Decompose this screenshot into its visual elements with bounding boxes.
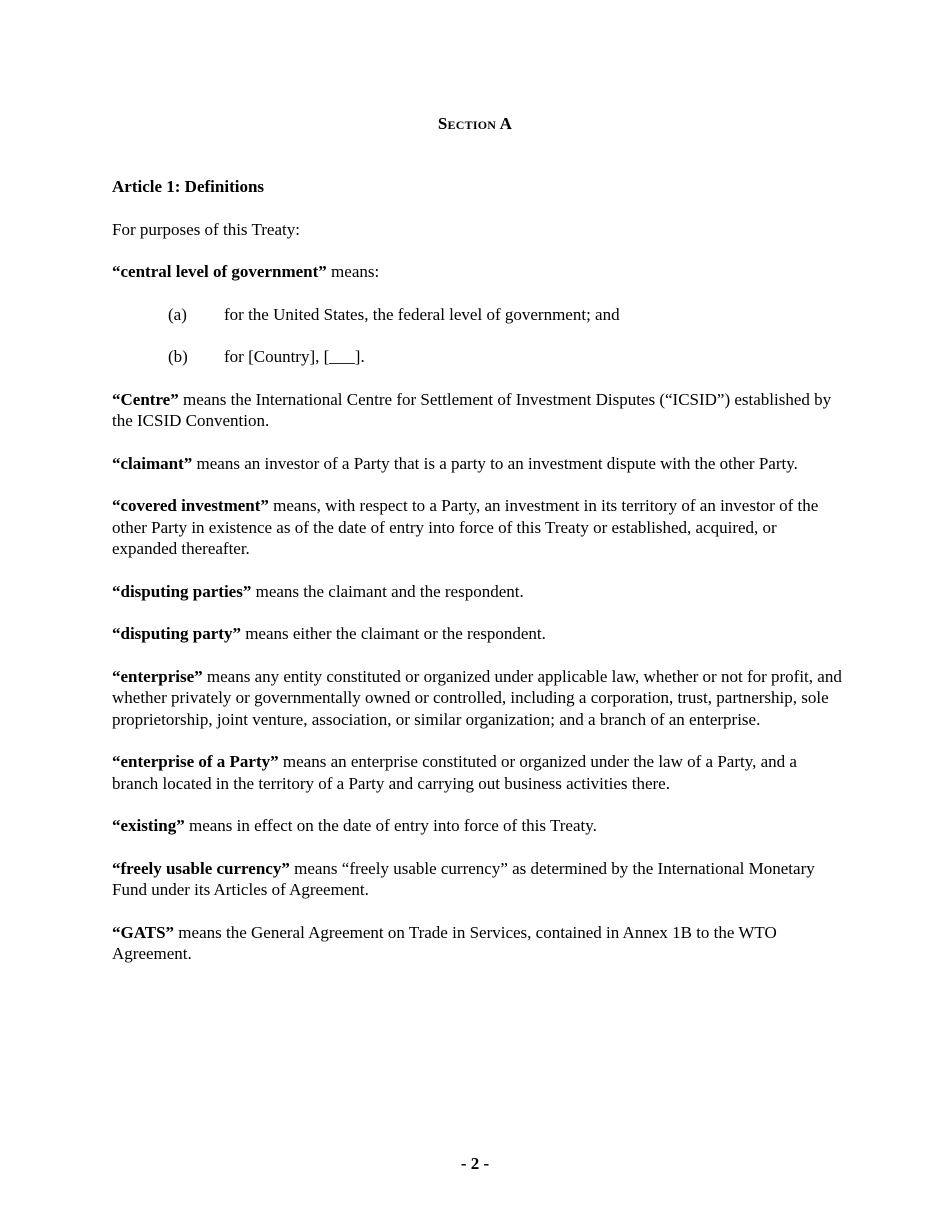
definition-enterprise-of-party bbox=[112, 751, 842, 794]
definition-term: “existing” bbox=[112, 816, 185, 835]
definition-text: means: bbox=[326, 262, 380, 281]
section-heading: Section A bbox=[437, 114, 513, 133]
definition-covered-investment bbox=[112, 495, 842, 560]
definition-freely-usable-currency bbox=[112, 858, 842, 901]
definition-text: means in effect on the date of entry into force of this Treaty. bbox=[184, 816, 597, 835]
sub-item-label: (b) bbox=[168, 347, 188, 366]
definition-text: means either the claimant or the respondent. bbox=[240, 624, 546, 643]
definition-gats bbox=[112, 922, 842, 965]
definition-term: “GATS” bbox=[112, 922, 175, 942]
definition-text: means any entity constituted or organized under applicable law, whether or not for profit, and whether privately or governmentally owned or controlled, including a corporation, trust, partnership, sole proprietorship, joint venture, association, or similar organization; and a branch of an enterprise. bbox=[112, 666, 842, 729]
definition-text: means “freely usable currency” as determined by the International Monetary Fund under its Articles of Agreement. bbox=[112, 858, 815, 899]
definition-disputing-party bbox=[112, 623, 842, 645]
sub-item-text: for the United States, the federal level of government; and bbox=[224, 304, 620, 324]
definition-text: means an enterprise constituted or organized under the law of a Party, and a branch located in the territory of a Party and carrying out business activities there. bbox=[112, 752, 797, 793]
page-number: - 2 - bbox=[460, 1154, 490, 1173]
sub-item-text: for [Country], [___]. bbox=[224, 347, 365, 366]
definition-term: “claimant” bbox=[112, 453, 193, 473]
article-title: Article 1: Definitions bbox=[112, 177, 265, 196]
definition-text: means the International Centre for Settlement of Investment Disputes (“ICSID”) established by the ICSID Convention. bbox=[112, 389, 832, 430]
definition-text: means, with respect to a Party, an investment in its territory of an investor of the other Party in existence as of the date of entry into force of this Treaty or established, acquired, or expanded thereafter. bbox=[112, 496, 819, 558]
definition-term: “central level of government” bbox=[112, 262, 327, 281]
definition-term: “disputing parties” bbox=[112, 581, 252, 601]
sub-item-a bbox=[112, 304, 842, 326]
definition-claimant bbox=[112, 453, 842, 475]
definition-existing bbox=[112, 815, 842, 837]
definition-term: “Centre” bbox=[112, 389, 179, 409]
definition-term: “covered investment” bbox=[112, 496, 269, 515]
document-body bbox=[112, 176, 842, 986]
definition-term: “enterprise” bbox=[112, 666, 203, 686]
definition-central-level bbox=[112, 261, 842, 283]
definition-text: means an investor of a Party that is a party to an investment dispute with the other Party. bbox=[192, 453, 798, 473]
intro-paragraph: For purposes of this Treaty: bbox=[112, 219, 300, 239]
definition-term: “disputing party” bbox=[112, 624, 241, 643]
definition-disputing-parties bbox=[112, 581, 842, 603]
definition-term: “enterprise of a Party” bbox=[112, 752, 279, 771]
definition-term: “freely usable currency” bbox=[112, 858, 290, 878]
sub-item-b bbox=[112, 346, 842, 368]
definition-centre bbox=[112, 389, 842, 432]
sub-item-label: (a) bbox=[168, 304, 187, 324]
definition-text: means the General Agreement on Trade in Services, contained in Annex 1B to the WTO Agreement. bbox=[112, 922, 777, 963]
definition-enterprise bbox=[112, 666, 842, 731]
definition-text: means the claimant and the respondent. bbox=[251, 581, 524, 601]
